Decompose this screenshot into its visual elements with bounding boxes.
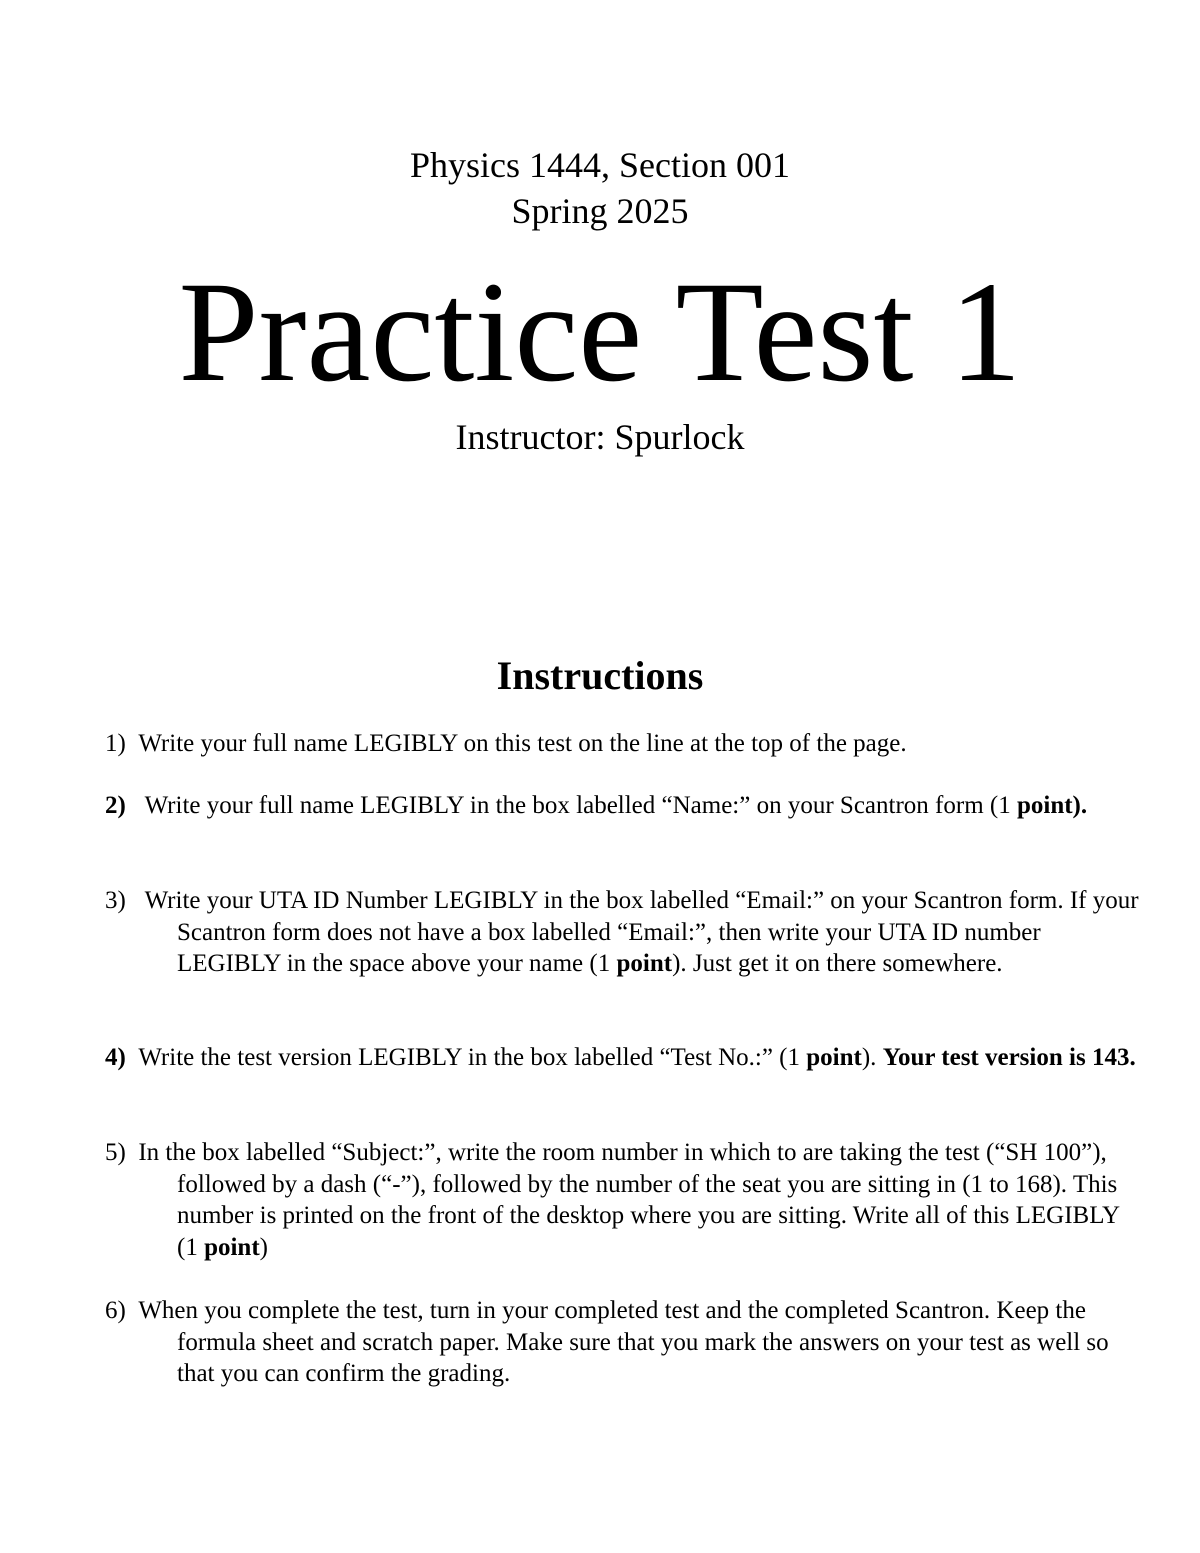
item-body: When you complete the test, turn in your completed test and the completed Scantron. Keep the formula sheet and scratch paper. Make sure that you mark the answers on your test as well so that you can confirm the grading. <box>138 1297 1109 1387</box>
item-body-bold: point <box>806 1044 862 1071</box>
item-number: 1) <box>105 730 126 757</box>
instruction-text <box>105 1295 1145 1390</box>
instruction-text <box>105 728 1145 760</box>
item-number: 4) <box>105 1044 126 1071</box>
instruction-text <box>105 790 1145 822</box>
test-version-note: Your test version is 143. <box>882 1044 1136 1071</box>
instruction-item-4 <box>105 1042 1145 1074</box>
instruction-text <box>105 885 1145 980</box>
item-number: 6) <box>105 1297 126 1324</box>
item-body-bold: point <box>616 950 673 977</box>
instruction-item-2 <box>105 790 1145 822</box>
item-number: 2) <box>105 792 126 819</box>
course-term: Spring 2025 <box>511 191 689 231</box>
instruction-text <box>105 1137 1145 1263</box>
instruction-item-5 <box>105 1137 1145 1263</box>
item-body: In the box labelled “Subject:”, write the room number in which to are taking the test (“SH 100”), followed by a dash (“-”), followed by the number of the seat you are sitting in (1 to 168). This number is printed on the front of the desktop where you are sitting. Write all of this LEGIBLY (1 <box>138 1139 1120 1261</box>
item-body: Write the test version LEGIBLY in the box labelled “Test No.:” (1 <box>138 1044 807 1071</box>
item-body-bold: point <box>204 1233 260 1261</box>
item-body: Write your full name LEGIBLY on this test on the line at the top of the page. <box>138 730 907 757</box>
item-body: Write your UTA ID Number LEGIBLY in the box labelled “Email:” on your Scantron form. If your Scantron form does not have a box labelled “Email:”, then write your UTA ID number LEGIBLY in the space above your name (1 <box>144 887 1139 977</box>
item-body: Write your full name LEGIBLY in the box labelled “Name:” on your Scantron form (1 <box>144 792 1011 819</box>
item-body-tail: ). Just get it on there somewhere. <box>672 950 1003 977</box>
instructor-line: Instructor: Spurlock <box>455 417 745 457</box>
item-body-bold: point). <box>1016 792 1088 819</box>
item-body-mid: ). <box>861 1044 883 1071</box>
instruction-item-6 <box>105 1295 1145 1390</box>
course-header <box>0 142 1200 234</box>
instruction-item-3 <box>105 885 1145 980</box>
test-title: Practice Test 1 <box>178 253 1022 412</box>
item-number: 5) <box>105 1139 126 1166</box>
instruction-item-1 <box>105 728 1145 760</box>
item-number: 3) <box>105 887 126 914</box>
course-title: Physics 1444, Section 001 <box>409 145 790 185</box>
item-body-tail: ) <box>259 1233 268 1261</box>
instructions-heading: Instructions <box>496 653 704 698</box>
instruction-text <box>105 1042 1145 1074</box>
